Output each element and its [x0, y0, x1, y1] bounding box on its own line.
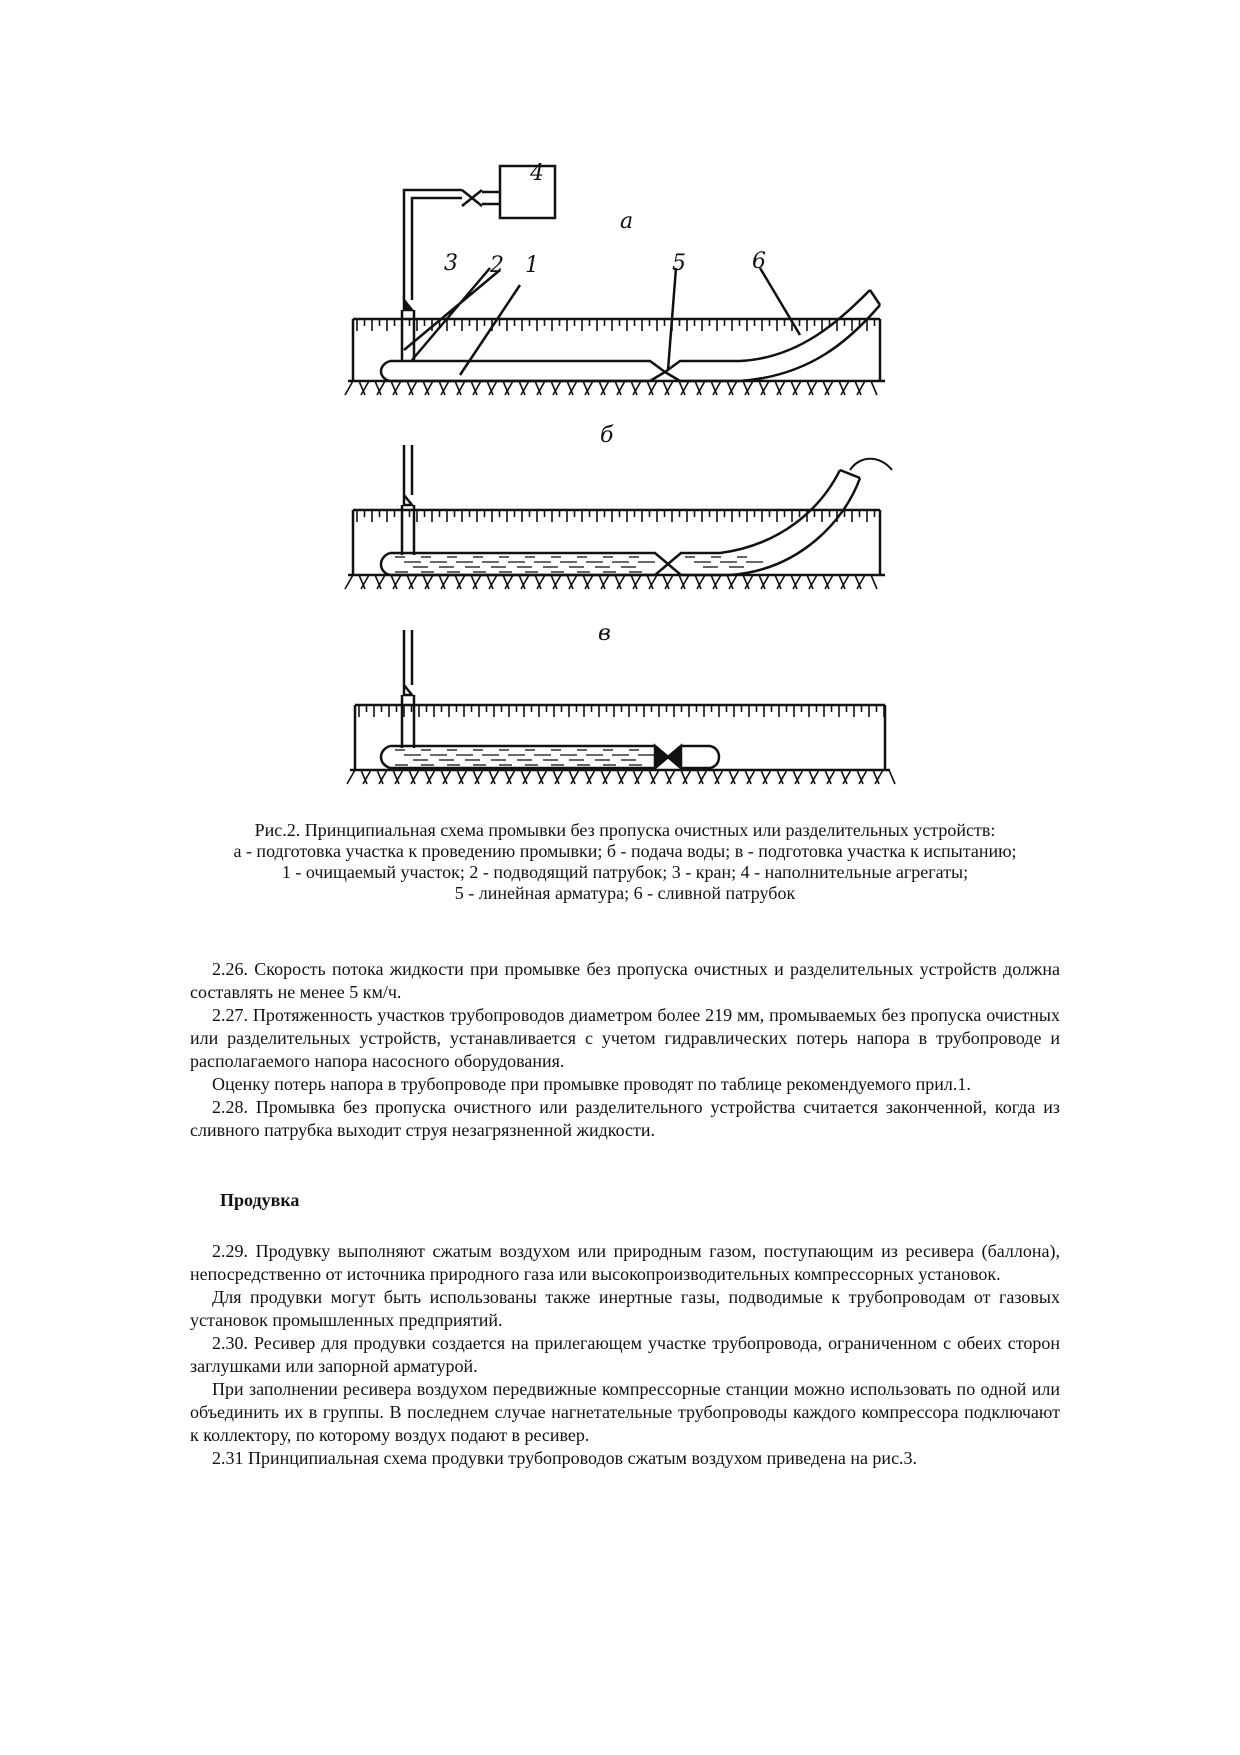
part-number-1: 1 — [525, 253, 539, 278]
section-heading: Продувка — [220, 1190, 300, 1210]
part-number-3: 3 — [444, 251, 458, 276]
part-number-4: 4 — [530, 161, 544, 186]
water-fill — [395, 557, 655, 572]
panel-b — [345, 423, 892, 589]
caption-line: 1 - очищаемый участок; 2 - подводящий патрубок; 3 - кран; 4 - наполнительные агрегаты; — [281, 862, 969, 882]
part-number-6: 6 — [752, 249, 766, 274]
trench-ruler — [347, 705, 895, 784]
ground-hatch — [889, 770, 895, 784]
panel-label-a: а — [620, 209, 634, 234]
paragraph: 2.31 Принципиальная схема продувки трубопроводов сжатым воздухом приведена на рис.3. — [212, 1448, 918, 1468]
caption-line: 5 - линейная арматура; 6 - сливной патрубок — [454, 883, 796, 903]
paragraph: Для продувки могут быть использованы также инертные газы, подводимые к трубопроводам от газовых установок промышленных предприятий. — [190, 1287, 1060, 1330]
paragraph: Оценку потерь напора в трубопроводе при промывке проводят по таблице рекомендуемого прил.1. — [212, 1074, 971, 1094]
panel-v — [347, 621, 895, 784]
panel-label-b: б — [600, 423, 614, 448]
figure-caption — [190, 820, 1060, 904]
ground-hatch — [345, 381, 353, 395]
part-number-5: 5 — [672, 251, 686, 276]
paragraph: 2.28. Промывка без пропуска очистного или разделительного устройства считается законченной, когда из сливного патрубка выходит струя незагрязненной жидкости. — [190, 1097, 1060, 1140]
filling-unit-box — [500, 166, 555, 218]
caption-line: а - подготовка участка к проведению промывки; б - подача воды; в - подготовка участка к испытанию; — [233, 841, 1017, 861]
paragraph: 2.26. Скорость потока жидкости при промывке без пропуска очистных и разделительных устройств должна составлять не менее 5 км/ч. — [190, 959, 1060, 1002]
body-text-1 — [190, 958, 1060, 1142]
flushing-scheme-figure — [0, 0, 1240, 800]
ground-hatch — [871, 575, 877, 589]
paragraph: При заполнении ресивера воздухом передвижные компрессорные станции можно использовать по одной или объединить их в группы. В последнем случае нагнетательные трубопроводы каждого компрессора подключают к коллектору, по которому воздух подают в ресивер. — [190, 1379, 1060, 1445]
ground-hatch — [347, 770, 355, 784]
panel-a — [345, 161, 885, 395]
part-number-2: 2 — [490, 253, 504, 278]
water-fill — [685, 557, 763, 567]
paragraph: 2.27. Протяженность участков трубопроводов диаметром более 219 мм, промываемых без пропуска очистных или разделительных устройств, устанавливается с учетом гидравлических потерь напора в трубопроводе и располагаемого напора насосного оборудования. — [190, 1005, 1060, 1071]
panel-label-v: в — [598, 621, 611, 646]
ground-hatch — [871, 381, 877, 395]
body-text-2 — [190, 1240, 1060, 1470]
paragraph: 2.29. Продувку выполняют сжатым воздухом или природным газом, поступающим из ресивера (баллона), непосредственно от источника природного газа или высокопроизводительных компрессорных установок. — [190, 1241, 1060, 1284]
ground-hatch — [345, 575, 353, 589]
water-fill — [395, 750, 655, 765]
caption-line: Рис.2. Принципиальная схема промывки без пропуска очистных или разделительных устройств: — [254, 820, 996, 840]
paragraph: 2.30. Ресивер для продувки создается на прилегающем участке трубопровода, ограниченном с обеих сторон заглушками или запорной арматурой. — [190, 1333, 1060, 1376]
